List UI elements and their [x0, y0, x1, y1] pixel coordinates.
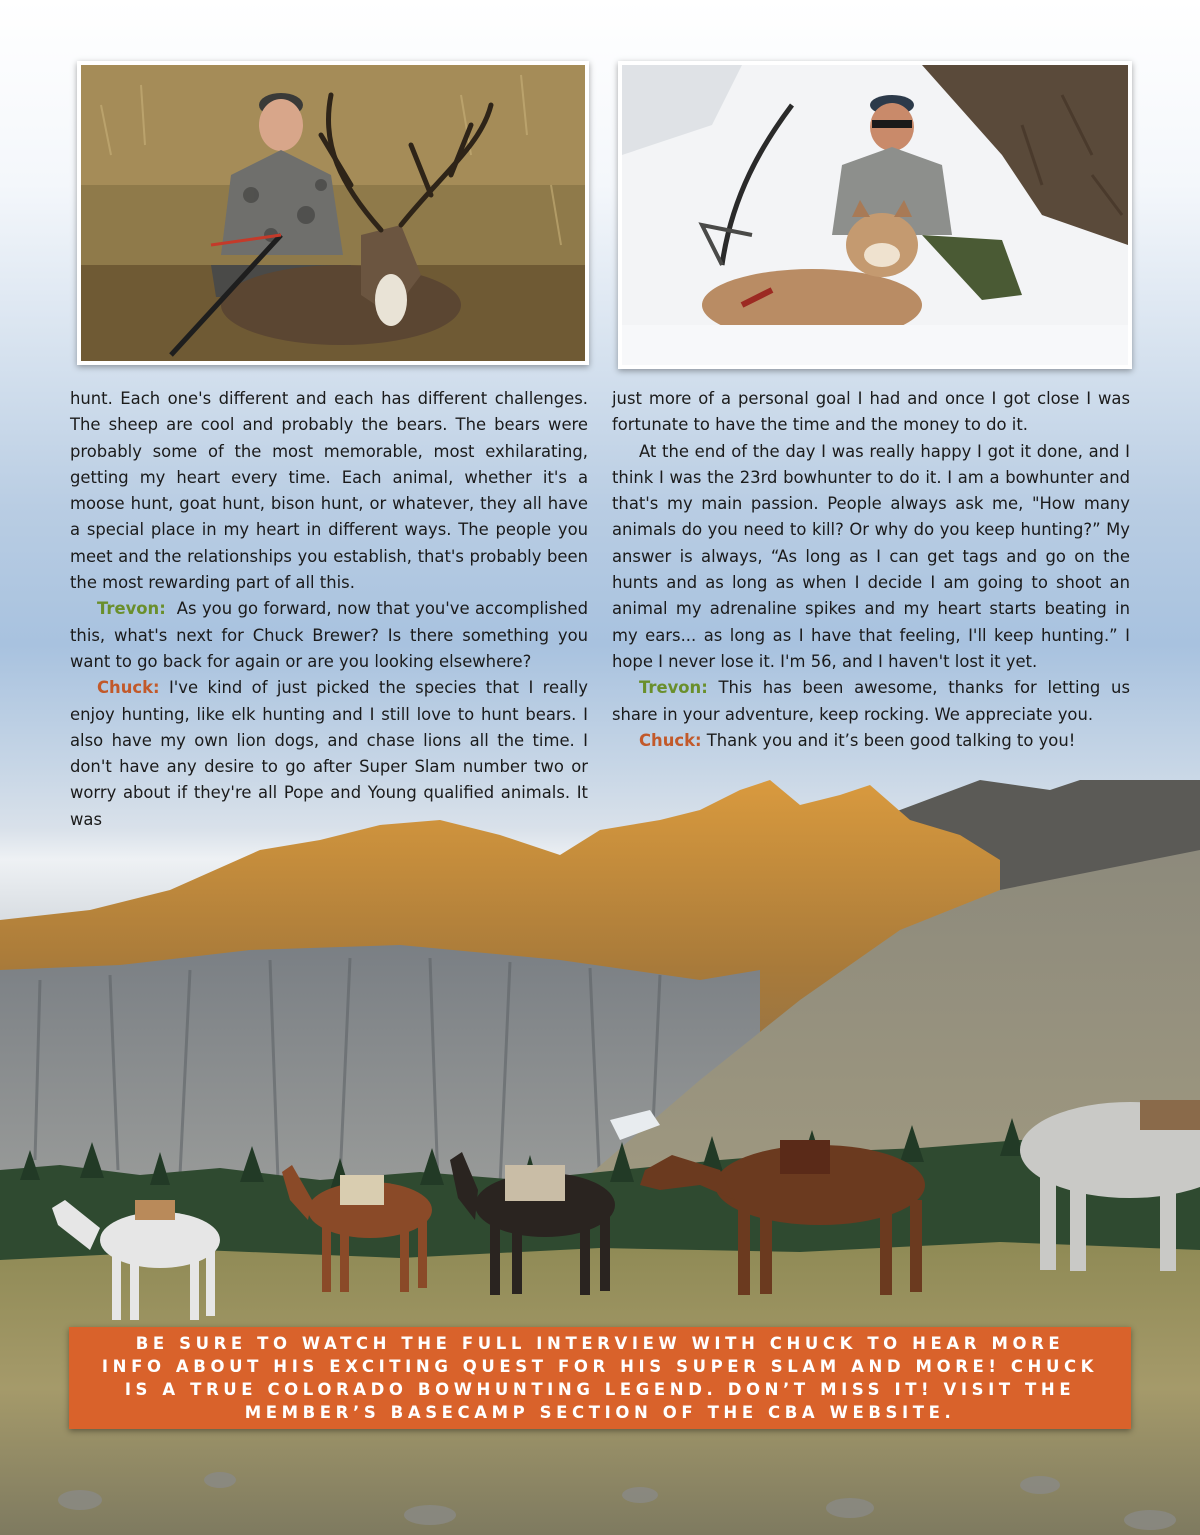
speaker-label-chuck: Chuck: [97, 678, 160, 698]
paragraph-text: This has been awesome, thanks for letting us share in your adventure, keep rocking. We appreciate you. [612, 678, 1130, 724]
call-to-action-banner [69, 1327, 1131, 1429]
speaker-label-trevon: Trevon: [639, 678, 708, 698]
paragraph: hunt. Each one's different and each has different challenges. The sheep are cool and probably the bears. The bears were probably some of the most memorable, most exhilarating, getting my heart every time. Each animal, whether it's a moose hunt, goat hunt, bison hunt, or whatever, they all have a special place in my heart in different ways. The people you meet and the relationships you establish, that's probably been the most rewarding part of all this. [70, 389, 588, 593]
paragraph-chuck-answer [70, 675, 588, 833]
article-column-left [70, 386, 588, 833]
speaker-label-trevon: Trevon: [97, 599, 166, 619]
banner-text: BE SURE TO WATCH THE FULL INTERVIEW WITH CHUCK TO HEAR MORE INFO ABOUT HIS EXCITING QUEST FOR HIS SUPER SLAM AND MORE! CHUCK IS A TRUE COLORADO BOWHUNTING LEGEND. DON’T MISS IT! VISIT THE MEMBER’S BASECAMP SECTION OF THE CBA WEBSITE. [101, 1334, 1099, 1422]
paragraph: At the end of the day I was really happy I got it done, and I think I was the 23rd bowhunter to do it. I am a bowhunter and that's my main passion. People always ask me, "How many animals do you need to kill? Or why do you keep hunting?” My answer is always, “As long as I can get tags and go on the hunts and as long as when I decide I am going to shoot an animal my adrenaline spikes and my heart starts beating in my ears... as long as I have that feeling, I'll keep hunting.” I hope I never lose it. I'm 56, and I haven't lost it yet. [612, 441, 1130, 671]
paragraph-trevon-closing [612, 675, 1130, 728]
article-column-right [612, 386, 1130, 754]
mountain-lion-hunter-photo [618, 61, 1132, 369]
paragraph: just more of a personal goal I had and once I got close I was fortunate to have the time and the money to do it. [612, 389, 1130, 435]
paragraph-text: As you go forward, now that you've accomplished this, what's next for Chuck Brewer? Is there something you want to go back for again or are you looking elsewhere? [70, 599, 589, 671]
mule-deer-hunter-photo [77, 61, 589, 365]
speaker-label-chuck: Chuck: [639, 730, 702, 750]
paragraph-trevon-question [70, 596, 588, 675]
paragraph-chuck-closing [612, 728, 1130, 754]
paragraph-text: I've kind of just picked the species that I really enjoy hunting, like elk hunting and I still love to hunt bears. I also have my own lion dogs, and chase lions all the time. I don't have any desire to go after Super Slam number two or worry about if they're all Pope and Young qualified animals. It was [70, 678, 588, 829]
paragraph-text: Thank you and it’s been good talking to you! [706, 730, 1076, 750]
